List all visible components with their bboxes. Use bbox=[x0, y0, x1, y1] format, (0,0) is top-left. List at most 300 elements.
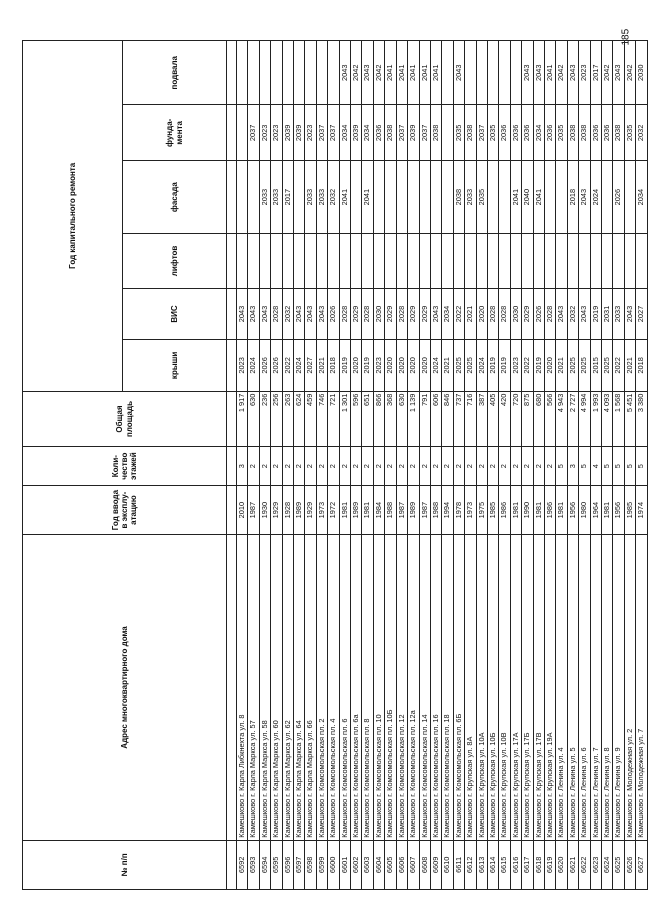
row-floors: 2 bbox=[522, 447, 533, 486]
row-vis-year: 2043 bbox=[579, 288, 590, 339]
row-num: 6608 bbox=[419, 840, 430, 889]
row-facade-year bbox=[499, 161, 510, 234]
row-roof-year: 2023 bbox=[373, 340, 384, 391]
row-address: Камешково г. Карла Маркса ул. 58 bbox=[259, 535, 270, 840]
header-floors: Коли-чество этажей bbox=[23, 447, 227, 486]
row-basement-year: 2041 bbox=[430, 41, 441, 105]
row-address: Камешково г. Комсомольская пл. 6а bbox=[351, 535, 362, 840]
row-lift-year bbox=[602, 234, 613, 289]
row-basement-year: 2041 bbox=[419, 41, 430, 105]
row-num: 6601 bbox=[339, 840, 350, 889]
row-roof-year: 2022 bbox=[522, 340, 533, 391]
row-area: 721 bbox=[328, 391, 339, 447]
row-area: 1 568 bbox=[613, 391, 624, 447]
header-repair-group: Год капитального ремонта bbox=[23, 41, 123, 392]
row-lift-year bbox=[373, 234, 384, 289]
row-roof-year: 2019 bbox=[487, 340, 498, 391]
row-floors: 5 bbox=[602, 447, 613, 486]
row-floors: 3 bbox=[237, 447, 248, 486]
row-basement-year bbox=[316, 41, 327, 105]
row-floors: 2 bbox=[328, 447, 339, 486]
row-foundation-year: 2034 bbox=[339, 105, 350, 161]
row-address: Камешково г. Ленина ул. 7 bbox=[590, 535, 601, 840]
table-row bbox=[636, 41, 647, 890]
row-roof-year: 2018 bbox=[328, 340, 339, 391]
row-num: 6605 bbox=[385, 840, 396, 889]
row-num: 6598 bbox=[305, 840, 316, 889]
row-vis-year: 2027 bbox=[636, 288, 647, 339]
row-num: 6596 bbox=[282, 840, 293, 889]
row-vis-year: 2043 bbox=[294, 288, 305, 339]
row-address: Камешково г. Крупская ул. 17Б bbox=[522, 535, 533, 840]
row-address: Камешково г. Крупская ул. 8А bbox=[465, 535, 476, 840]
row-basement-year: 2042 bbox=[373, 41, 384, 105]
row-facade-year bbox=[556, 161, 567, 234]
row-vis-year: 2028 bbox=[499, 288, 510, 339]
row-num: 6609 bbox=[430, 840, 441, 889]
row-num: 6606 bbox=[396, 840, 407, 889]
row-foundation-year: 2036 bbox=[602, 105, 613, 161]
row-address: Камешково г. Карла Либкнехта ул. 8 bbox=[237, 535, 248, 840]
row-foundation-year: 2036 bbox=[373, 105, 384, 161]
row-floors: 5 bbox=[624, 447, 635, 486]
row-vis-year: 2028 bbox=[271, 288, 282, 339]
row-vis-year: 2032 bbox=[567, 288, 578, 339]
row-foundation-year: 2038 bbox=[385, 105, 396, 161]
table-row bbox=[373, 41, 384, 890]
row-facade-year bbox=[351, 161, 362, 234]
row-floors: 2 bbox=[248, 447, 259, 486]
row-num: 6613 bbox=[476, 840, 487, 889]
row-year: 1930 bbox=[259, 485, 270, 534]
row-roof-year: 2018 bbox=[636, 340, 647, 391]
row-address: Камешково г. Комсомольская пл. 6 bbox=[339, 535, 350, 840]
row-year: 1975 bbox=[476, 485, 487, 534]
row-facade-year: 2033 bbox=[305, 161, 316, 234]
row-area: 1 917 bbox=[237, 391, 248, 447]
table-row bbox=[590, 41, 601, 890]
row-num: 6618 bbox=[533, 840, 544, 889]
row-roof-year: 2025 bbox=[579, 340, 590, 391]
table-body bbox=[237, 41, 648, 890]
row-year: 1986 bbox=[499, 485, 510, 534]
row-num: 6597 bbox=[294, 840, 305, 889]
row-foundation-year: 2035 bbox=[624, 105, 635, 161]
row-foundation-year: 2032 bbox=[636, 105, 647, 161]
row-floors: 5 bbox=[556, 447, 567, 486]
row-basement-year bbox=[294, 41, 305, 105]
row-basement-year: 2043 bbox=[339, 41, 350, 105]
row-year: 1972 bbox=[328, 485, 339, 534]
row-foundation-year: 2023 bbox=[271, 105, 282, 161]
row-num: 6627 bbox=[636, 840, 647, 889]
row-foundation-year: 2039 bbox=[351, 105, 362, 161]
row-year: 1974 bbox=[636, 485, 647, 534]
table-row bbox=[271, 41, 282, 890]
row-num: 6607 bbox=[408, 840, 419, 889]
row-area: 1 139 bbox=[408, 391, 419, 447]
capital-repair-table bbox=[22, 40, 648, 890]
row-num: 6592 bbox=[237, 840, 248, 889]
row-basement-year bbox=[328, 41, 339, 105]
row-facade-year bbox=[544, 161, 555, 234]
row-area: 387 bbox=[476, 391, 487, 447]
row-num: 6623 bbox=[590, 840, 601, 889]
row-foundation-year: 2037 bbox=[476, 105, 487, 161]
row-lift-year bbox=[613, 234, 624, 289]
row-area: 1 301 bbox=[339, 391, 350, 447]
row-vis-year: 2032 bbox=[282, 288, 293, 339]
row-num: 6603 bbox=[362, 840, 373, 889]
row-vis-year: 2043 bbox=[237, 288, 248, 339]
table-row bbox=[237, 41, 248, 890]
row-roof-year: 2026 bbox=[271, 340, 282, 391]
row-num: 6617 bbox=[522, 840, 533, 889]
row-roof-year: 2025 bbox=[453, 340, 464, 391]
row-lift-year bbox=[590, 234, 601, 289]
page-number: 185 bbox=[620, 28, 632, 46]
row-basement-year: 2041 bbox=[408, 41, 419, 105]
row-roof-year: 2024 bbox=[294, 340, 305, 391]
row-lift-year bbox=[487, 234, 498, 289]
row-facade-year bbox=[294, 161, 305, 234]
row-roof-year: 2020 bbox=[408, 340, 419, 391]
row-facade-year: 2033 bbox=[465, 161, 476, 234]
row-address: Камешково г. Карла Маркса ул. 66 bbox=[305, 535, 316, 840]
row-roof-year: 2024 bbox=[248, 340, 259, 391]
row-year: 1989 bbox=[351, 485, 362, 534]
row-foundation-year: 2036 bbox=[522, 105, 533, 161]
row-facade-year: 2041 bbox=[362, 161, 373, 234]
row-area: 624 bbox=[294, 391, 305, 447]
row-year: 1987 bbox=[419, 485, 430, 534]
row-year: 1985 bbox=[624, 485, 635, 534]
row-foundation-year: 2039 bbox=[294, 105, 305, 161]
table-row bbox=[316, 41, 327, 890]
row-facade-year: 2026 bbox=[613, 161, 624, 234]
table-row bbox=[408, 41, 419, 890]
table-row bbox=[567, 41, 578, 890]
row-vis-year: 2043 bbox=[259, 288, 270, 339]
row-lift-year bbox=[316, 234, 327, 289]
row-address: Камешково г. Карла Маркса ул. 62 bbox=[282, 535, 293, 840]
row-foundation-year: 2037 bbox=[248, 105, 259, 161]
row-area: 791 bbox=[419, 391, 430, 447]
row-address: Камешково г. Комсомольская пл. 8 bbox=[362, 535, 373, 840]
row-foundation-year: 2035 bbox=[453, 105, 464, 161]
row-foundation-year: 2023 bbox=[305, 105, 316, 161]
row-year: 1987 bbox=[396, 485, 407, 534]
row-lift-year bbox=[430, 234, 441, 289]
row-area: 846 bbox=[442, 391, 453, 447]
row-address: Камешково г. Ленина ул. 4 bbox=[556, 535, 567, 840]
row-facade-year: 2033 bbox=[316, 161, 327, 234]
table-row bbox=[465, 41, 476, 890]
row-facade-year: 2033 bbox=[271, 161, 282, 234]
row-vis-year: 2034 bbox=[442, 288, 453, 339]
row-num: 6604 bbox=[373, 840, 384, 889]
table-row bbox=[339, 41, 350, 890]
row-roof-year: 2015 bbox=[590, 340, 601, 391]
table-frame bbox=[22, 40, 646, 890]
row-foundation-year: 2036 bbox=[590, 105, 601, 161]
row-vis-year: 2028 bbox=[396, 288, 407, 339]
row-floors: 2 bbox=[499, 447, 510, 486]
row-foundation-year: 2036 bbox=[544, 105, 555, 161]
row-floors: 2 bbox=[362, 447, 373, 486]
table-row bbox=[579, 41, 590, 890]
header-roof: крыши bbox=[123, 340, 227, 391]
row-vis-year: 2029 bbox=[522, 288, 533, 339]
row-facade-year bbox=[419, 161, 430, 234]
row-foundation-year: 2034 bbox=[533, 105, 544, 161]
row-floors: 2 bbox=[533, 447, 544, 486]
row-floors: 2 bbox=[339, 447, 350, 486]
row-floors: 2 bbox=[453, 447, 464, 486]
row-address: Камешково г. Крупская ул. 17А bbox=[510, 535, 521, 840]
row-num: 6594 bbox=[259, 840, 270, 889]
row-year: 1928 bbox=[282, 485, 293, 534]
row-area: 5 451 bbox=[624, 391, 635, 447]
row-roof-year: 2023 bbox=[237, 340, 248, 391]
row-roof-year: 2023 bbox=[510, 340, 521, 391]
rotated-page bbox=[22, 40, 646, 890]
row-area: 566 bbox=[544, 391, 555, 447]
row-year: 1981 bbox=[533, 485, 544, 534]
row-area: 716 bbox=[465, 391, 476, 447]
row-basement-year: 2042 bbox=[624, 41, 635, 105]
table-row bbox=[556, 41, 567, 890]
row-num: 6614 bbox=[487, 840, 498, 889]
table-row bbox=[476, 41, 487, 890]
header-address: Адрес многоквартирного дома bbox=[23, 535, 227, 840]
row-area: 680 bbox=[533, 391, 544, 447]
row-lift-year bbox=[294, 234, 305, 289]
row-num: 6621 bbox=[567, 840, 578, 889]
table-row bbox=[259, 41, 270, 890]
row-lift-year bbox=[636, 234, 647, 289]
row-roof-year: 2021 bbox=[624, 340, 635, 391]
row-floors: 2 bbox=[373, 447, 384, 486]
row-facade-year bbox=[487, 161, 498, 234]
row-address: Камешково г. Молодежная ул. 7 bbox=[636, 535, 647, 840]
row-area: 630 bbox=[396, 391, 407, 447]
row-num: 6625 bbox=[613, 840, 624, 889]
row-address: Камешково г. Молодежная ул. 2 bbox=[624, 535, 635, 840]
row-area: 236 bbox=[259, 391, 270, 447]
row-area: 596 bbox=[351, 391, 362, 447]
row-facade-year: 2035 bbox=[476, 161, 487, 234]
row-year: 1990 bbox=[522, 485, 533, 534]
row-lift-year bbox=[567, 234, 578, 289]
header-vis: ВИС bbox=[123, 288, 227, 339]
table-row bbox=[362, 41, 373, 890]
row-vis-year: 2043 bbox=[316, 288, 327, 339]
row-facade-year bbox=[442, 161, 453, 234]
row-basement-year bbox=[282, 41, 293, 105]
row-area: 1 993 bbox=[590, 391, 601, 447]
row-area: 4 943 bbox=[556, 391, 567, 447]
row-year: 1981 bbox=[510, 485, 521, 534]
row-vis-year: 2029 bbox=[385, 288, 396, 339]
row-basement-year: 2043 bbox=[613, 41, 624, 105]
row-roof-year: 2020 bbox=[544, 340, 555, 391]
row-num: 6600 bbox=[328, 840, 339, 889]
row-roof-year: 2022 bbox=[282, 340, 293, 391]
table-row bbox=[613, 41, 624, 890]
row-roof-year: 2024 bbox=[430, 340, 441, 391]
row-foundation-year: 2034 bbox=[362, 105, 373, 161]
row-roof-year: 2019 bbox=[499, 340, 510, 391]
row-vis-year: 2043 bbox=[624, 288, 635, 339]
row-address: Камешково г. Комсомольская пл. 6Б bbox=[453, 535, 464, 840]
row-facade-year: 2041 bbox=[533, 161, 544, 234]
row-foundation-year: 2039 bbox=[408, 105, 419, 161]
row-foundation-year: 2037 bbox=[396, 105, 407, 161]
row-basement-year bbox=[442, 41, 453, 105]
row-address: Камешково г. Карла Маркса ул. 60 bbox=[271, 535, 282, 840]
row-year: 1985 bbox=[487, 485, 498, 534]
row-num: 6595 bbox=[271, 840, 282, 889]
row-vis-year: 2028 bbox=[487, 288, 498, 339]
row-facade-year: 2032 bbox=[328, 161, 339, 234]
row-facade-year: 2043 bbox=[579, 161, 590, 234]
row-area: 256 bbox=[271, 391, 282, 447]
row-lift-year bbox=[544, 234, 555, 289]
row-lift-year bbox=[408, 234, 419, 289]
row-basement-year: 2042 bbox=[351, 41, 362, 105]
row-address: Камешково г. Крупская ул. 10Б bbox=[487, 535, 498, 840]
row-lift-year bbox=[237, 234, 248, 289]
row-roof-year: 2020 bbox=[396, 340, 407, 391]
row-basement-year: 2041 bbox=[385, 41, 396, 105]
row-num: 6620 bbox=[556, 840, 567, 889]
row-num: 6616 bbox=[510, 840, 521, 889]
row-year: 1981 bbox=[556, 485, 567, 534]
row-basement-year: 2030 bbox=[636, 41, 647, 105]
table-row bbox=[624, 41, 635, 890]
header-num: № п/п bbox=[23, 840, 227, 889]
row-lift-year bbox=[510, 234, 521, 289]
header-facade: фасада bbox=[123, 161, 227, 234]
row-floors: 2 bbox=[316, 447, 327, 486]
table-row bbox=[328, 41, 339, 890]
row-basement-year bbox=[487, 41, 498, 105]
row-vis-year: 2029 bbox=[419, 288, 430, 339]
row-lift-year bbox=[271, 234, 282, 289]
row-vis-year: 2028 bbox=[544, 288, 555, 339]
table-row bbox=[396, 41, 407, 890]
row-area: 866 bbox=[373, 391, 384, 447]
row-basement-year bbox=[476, 41, 487, 105]
row-area: 630 bbox=[248, 391, 259, 447]
row-address: Камешково г. Карла Маркса ул. 64 bbox=[294, 535, 305, 840]
row-basement-year bbox=[499, 41, 510, 105]
row-facade-year: 2033 bbox=[259, 161, 270, 234]
row-address: Камешково г. Крупская ул. 10А bbox=[476, 535, 487, 840]
row-area: 368 bbox=[385, 391, 396, 447]
table-row bbox=[385, 41, 396, 890]
row-facade-year bbox=[396, 161, 407, 234]
row-year: 1989 bbox=[294, 485, 305, 534]
table-row bbox=[248, 41, 259, 890]
row-lift-year bbox=[465, 234, 476, 289]
row-year: 1929 bbox=[271, 485, 282, 534]
row-floors: 2 bbox=[544, 447, 555, 486]
row-year: 1929 bbox=[305, 485, 316, 534]
row-num: 6619 bbox=[544, 840, 555, 889]
row-area: 4 994 bbox=[579, 391, 590, 447]
table-row bbox=[522, 41, 533, 890]
row-lift-year bbox=[259, 234, 270, 289]
row-lift-year bbox=[362, 234, 373, 289]
header-lift: лифтов bbox=[123, 234, 227, 289]
row-roof-year: 2024 bbox=[476, 340, 487, 391]
row-year: 1988 bbox=[385, 485, 396, 534]
row-facade-year: 2034 bbox=[636, 161, 647, 234]
row-area: 746 bbox=[316, 391, 327, 447]
header-area: Общая площадь bbox=[23, 391, 227, 447]
row-area: 737 bbox=[453, 391, 464, 447]
table-row bbox=[499, 41, 510, 890]
row-year: 1956 bbox=[567, 485, 578, 534]
row-floors: 2 bbox=[476, 447, 487, 486]
row-floors: 2 bbox=[408, 447, 419, 486]
row-basement-year bbox=[271, 41, 282, 105]
row-address: Камешково г. Комсомольская пл. 12а bbox=[408, 535, 419, 840]
row-foundation-year: 2037 bbox=[316, 105, 327, 161]
row-floors: 2 bbox=[465, 447, 476, 486]
table-row bbox=[544, 41, 555, 890]
row-address: Камешково г. Ленина ул. 6 bbox=[579, 535, 590, 840]
row-vis-year: 2021 bbox=[465, 288, 476, 339]
row-basement-year: 2043 bbox=[522, 41, 533, 105]
row-vis-year: 2043 bbox=[248, 288, 259, 339]
row-facade-year: 2040 bbox=[522, 161, 533, 234]
row-facade-year: 2024 bbox=[590, 161, 601, 234]
row-num: 6611 bbox=[453, 840, 464, 889]
row-foundation-year: 2035 bbox=[487, 105, 498, 161]
row-area: 263 bbox=[282, 391, 293, 447]
row-roof-year: 2026 bbox=[259, 340, 270, 391]
row-num: 6624 bbox=[602, 840, 613, 889]
row-basement-year bbox=[259, 41, 270, 105]
row-roof-year: 2021 bbox=[442, 340, 453, 391]
row-basement-year: 2023 bbox=[579, 41, 590, 105]
row-foundation-year: 2037 bbox=[328, 105, 339, 161]
row-year: 1980 bbox=[579, 485, 590, 534]
row-area: 875 bbox=[522, 391, 533, 447]
row-year: 1986 bbox=[544, 485, 555, 534]
row-lift-year bbox=[351, 234, 362, 289]
row-vis-year: 2029 bbox=[351, 288, 362, 339]
row-address: Камешково г. Крупская ул. 17В bbox=[533, 535, 544, 840]
row-foundation-year: 2038 bbox=[613, 105, 624, 161]
row-floors: 2 bbox=[430, 447, 441, 486]
row-floors: 2 bbox=[259, 447, 270, 486]
row-address: Камешково г. Ленина ул. 8 bbox=[602, 535, 613, 840]
row-area: 405 bbox=[487, 391, 498, 447]
row-lift-year bbox=[396, 234, 407, 289]
table-row bbox=[430, 41, 441, 890]
row-year: 1956 bbox=[613, 485, 624, 534]
header-basement: подвала bbox=[123, 41, 227, 105]
row-address: Камешково г. Комсомольская пл. 2 bbox=[316, 535, 327, 840]
row-foundation-year bbox=[442, 105, 453, 161]
row-year: 1981 bbox=[602, 485, 613, 534]
row-lift-year bbox=[556, 234, 567, 289]
row-vis-year: 2029 bbox=[408, 288, 419, 339]
